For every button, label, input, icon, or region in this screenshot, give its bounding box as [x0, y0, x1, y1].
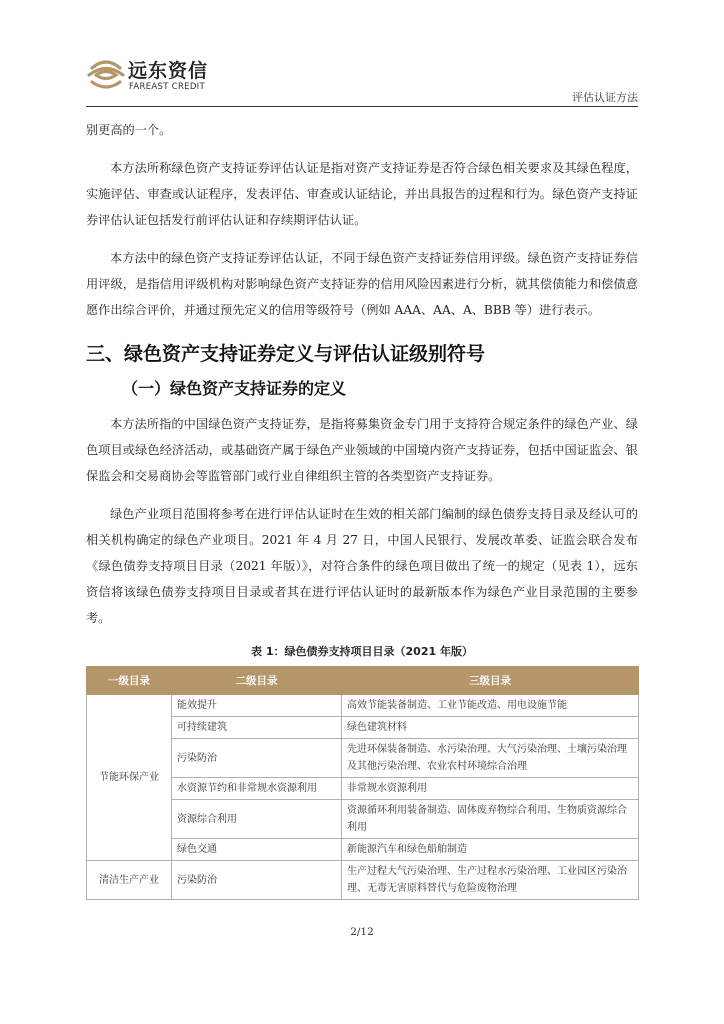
level3-cell: 先进环保装备制造、水污染治理、大气污染治理、土壤污染治理及其他污染治理、农业农村环境综合治理 — [342, 739, 639, 778]
level3-cell: 绿色建筑材料 — [342, 717, 639, 739]
level2-cell: 可持续建筑 — [172, 717, 342, 739]
paragraph-distinction: 本方法中的绿色资产支持证券评估认证，不同于绿色资产支持证券信用评级。绿色资产支持证券信用评级，是指信用评级机构对影响绿色资产支持证券的信用风险因素进行分析，就其偿债能力和偿债意愿作出综合评价，并通过预先定义的信用等级符号（例如 AAA、AA、A、BBB 等）进行表示。 — [86, 251, 638, 317]
table-caption: 表 1：绿色债券支持项目目录（2021 年版） — [251, 645, 473, 658]
level1-cell: 节能环保产业 — [87, 695, 172, 861]
level2-cell: 污染防治 — [172, 861, 342, 900]
paragraph-project-scope: 绿色产业项目范围将参考在进行评估认证时在生效的相关部门编制的绿色债券支持目录及经认可的相关机构确定的绿色产业项目。2021 年 4 月 27 日，中国人民银行、发展改革委、证监会联合发布《绿色债券支持项目目录（2021 年版）》，对符合条件的绿色项目做出了统一的规定（见表 1），远东资信将该绿色债券支持项目目录或者其在进行评估认证时的最新版本作为绿色产业目录范围的主要参考。 — [86, 507, 638, 625]
table-header-row — [87, 667, 639, 695]
fareast-logo-icon — [86, 54, 126, 94]
logo-english-name: FAREAST CREDIT — [129, 82, 205, 92]
level2-cell: 能效提升 — [172, 695, 342, 717]
section-heading: 三、绿色资产支持证券定义与评估认证级别符号 — [86, 343, 486, 365]
level3-cell: 生产过程大气污染治理、生产过程水污染治理、工业园区污染治理、无毒无害原料替代与危险废物治理 — [342, 861, 639, 900]
level2-cell: 绿色交通 — [172, 839, 342, 861]
company-logo — [86, 54, 228, 102]
level3-cell: 非常规水资源利用 — [342, 778, 639, 800]
table-header-cell: 一级目录 — [87, 667, 172, 695]
level1-cell: 清洁生产产业 — [87, 861, 172, 900]
paragraph-continuation: 别更高的一个。 — [86, 123, 172, 137]
level2-cell: 水资源节约和非常规水资源利用 — [172, 778, 342, 800]
paragraph-definition: 本方法所称绿色资产支持证券评估认证是指对资产支持证券是否符合绿色相关要求及其绿色程度，实施评估、审查或认证程序，发表评估、审查或认证结论，并出具报告的过程和行为。绿色资产支持证券评估认证包括发行前评估认证和存续期评估认证。 — [86, 161, 638, 227]
level2-cell: 污染防治 — [172, 739, 342, 778]
logo-chinese-name: 远东资信 — [128, 60, 209, 82]
page-number: 2/12 — [350, 926, 374, 938]
subsection-heading: （一）绿色资产支持证券的定义 — [122, 379, 347, 398]
table-row — [87, 861, 639, 900]
paragraph-abs-definition: 本方法所指的中国绿色资产支持证券，是指将募集资金专门用于支持符合规定条件的绿色产业、绿色项目或绿色经济活动，或基础资产属于绿色产业领域的中国境内资产支持证券，包括中国证监会、银保监会和交易商协会等监管部门或行业自律组织主管的各类型资产支持证券。 — [86, 417, 638, 483]
level2-cell: 资源综合利用 — [172, 800, 342, 839]
table-row — [87, 695, 639, 717]
level3-cell: 资源循环利用装备制造、固体废弃物综合利用、生物质资源综合利用 — [342, 800, 639, 839]
table-header-cell: 三级目录 — [342, 667, 639, 695]
header-doc-title: 评估认证方法 — [572, 91, 638, 104]
table-header-cell: 二级目录 — [172, 667, 342, 695]
level3-cell: 新能源汽车和绿色船舶制造 — [342, 839, 639, 861]
green-bond-catalog-table — [86, 666, 639, 900]
level3-cell: 高效节能装备制造、工业节能改造、用电设施节能 — [342, 695, 639, 717]
document-body — [86, 117, 638, 900]
header-divider — [86, 106, 638, 107]
